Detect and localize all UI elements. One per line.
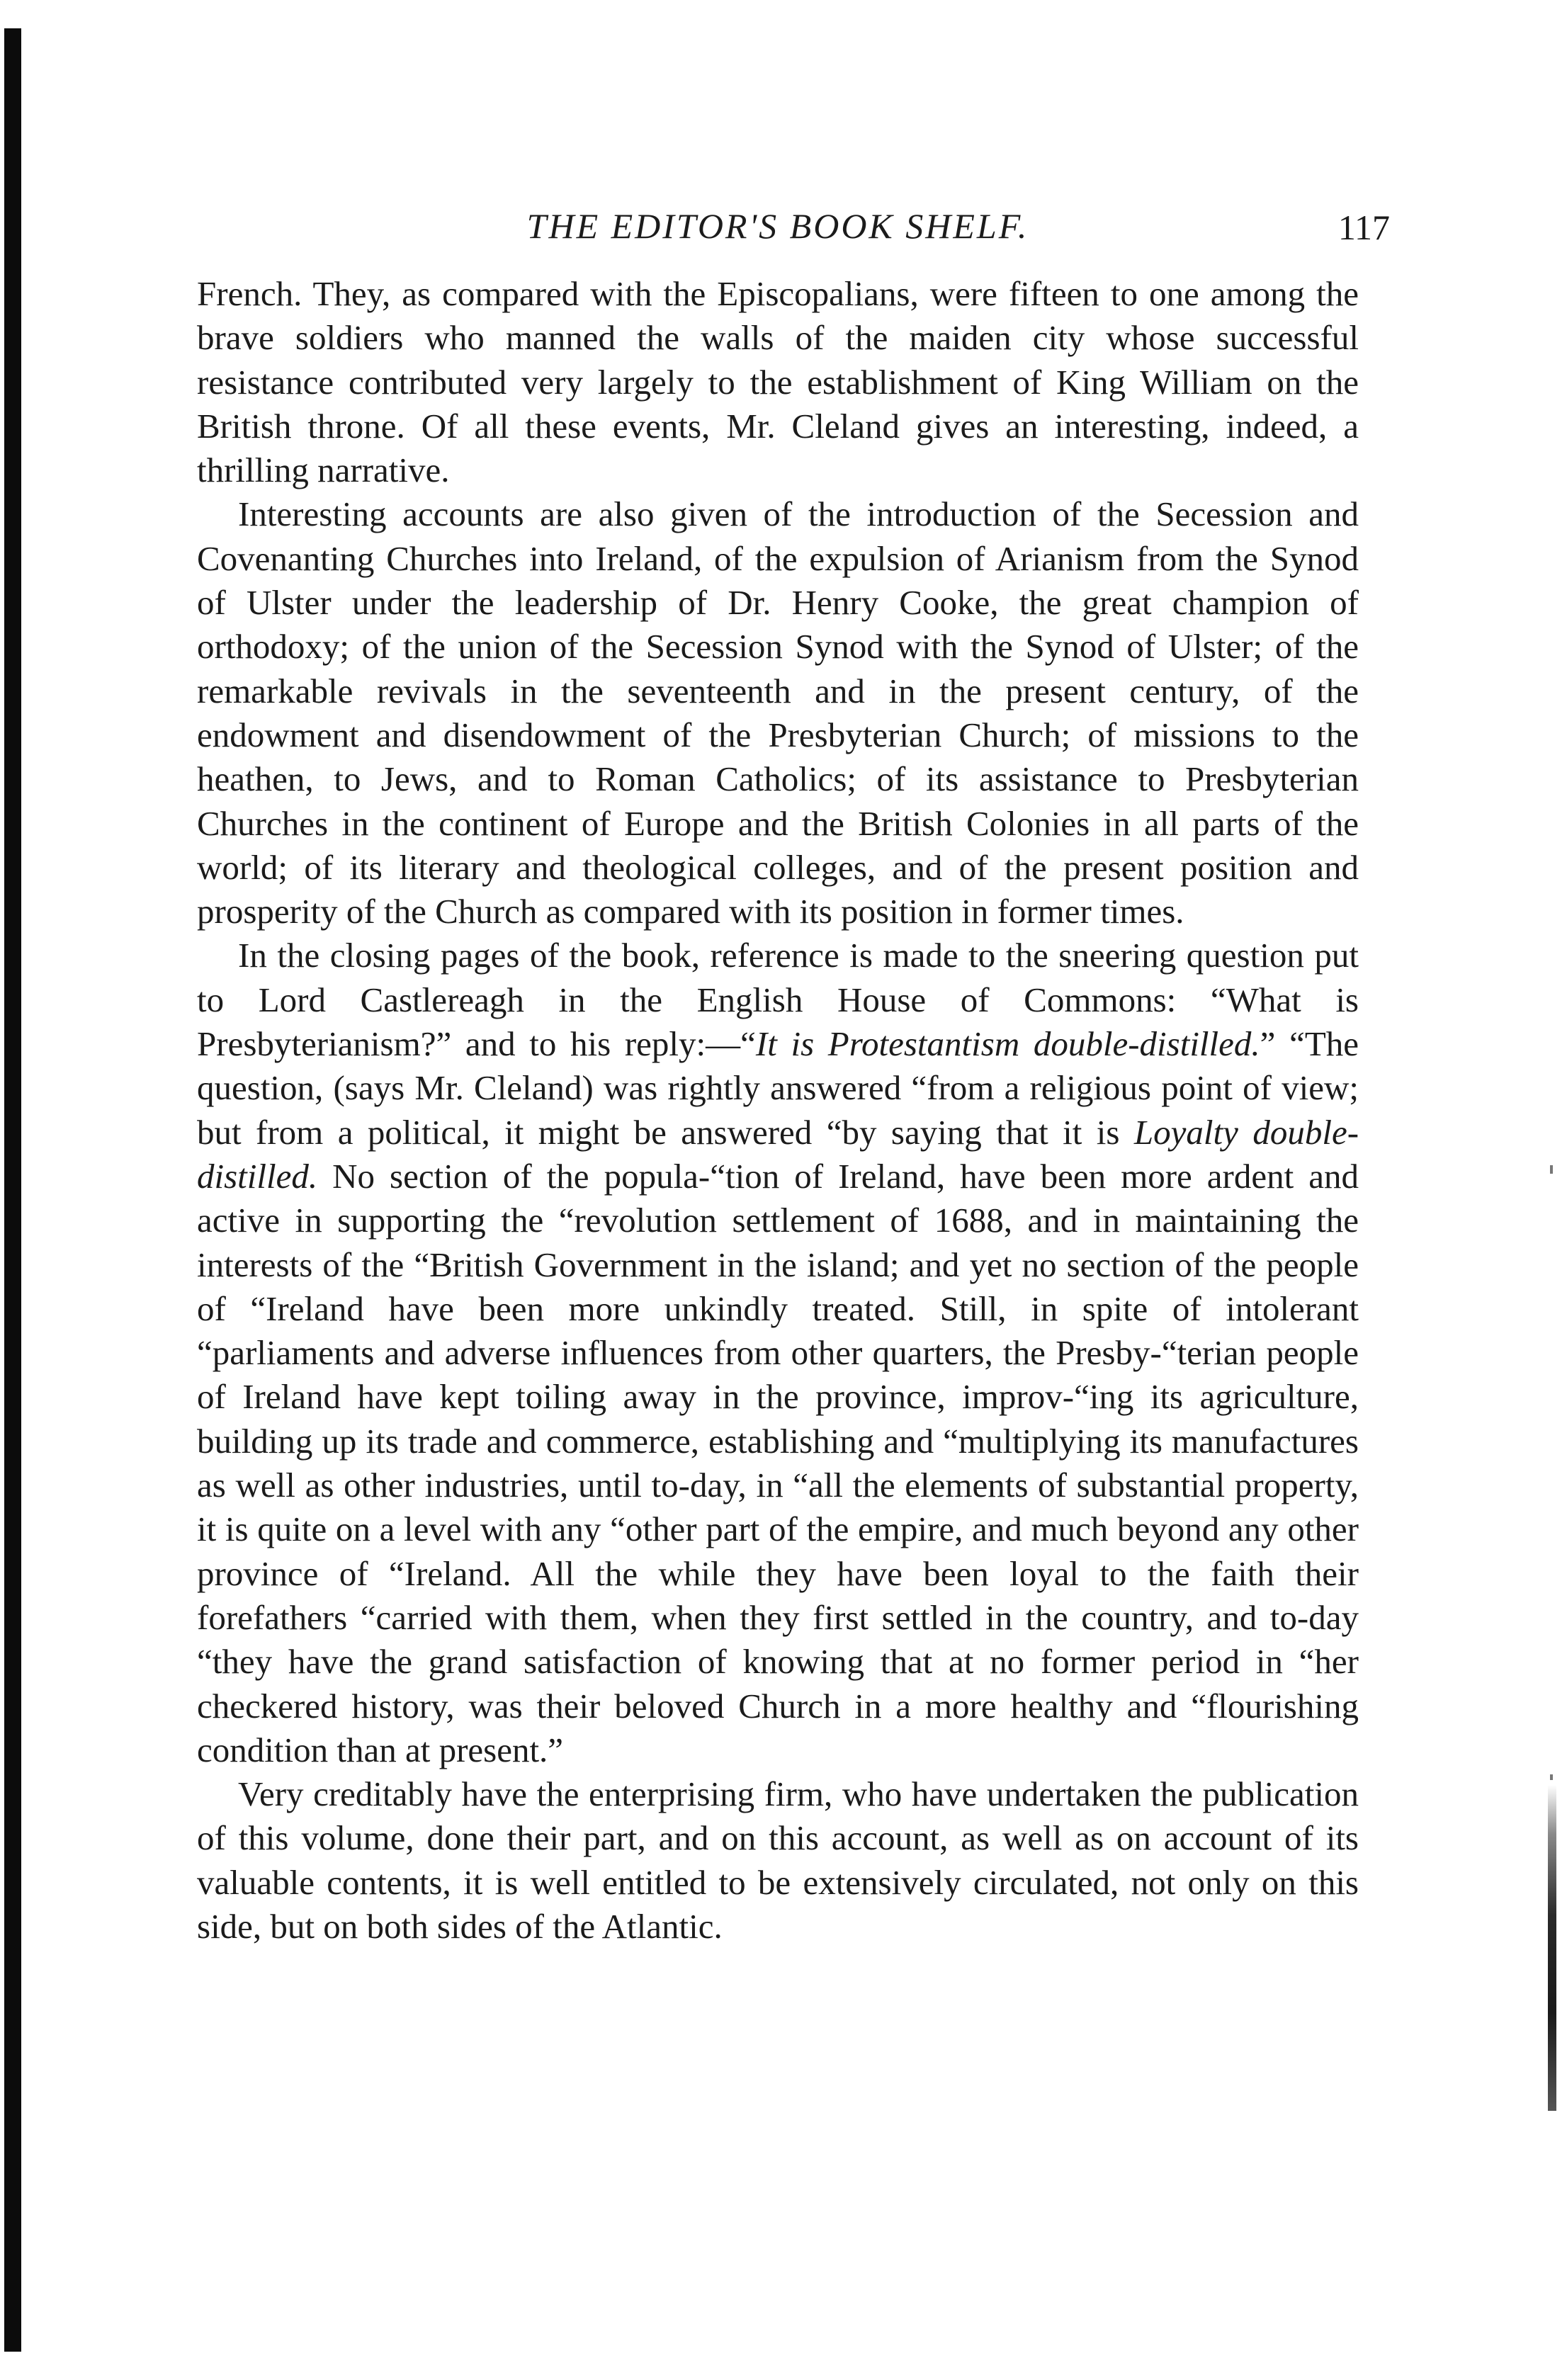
paragraph-interesting-accounts: Interesting accounts are also given of the introduction of the Secession and Covenanting Churches into Ireland, of the expulsion of Arianism from the Synod of Ulster under the leadership of Dr. Henry Cooke, the great champion of orthodoxy; of the union of the Secession Synod with the Synod of Ulster; of the remarkable revivals in the seventeenth and in the present century, of the endowment and disendowment of the Presbyterian Church; of missions to the heathen, to Jews, and to Roman Catholics; of its assistance to Presbyterian Churches in the continent of Europe and the British Colonies in all parts of the world; of its literary and theological colleges, and of the present position and prosperity of the Church as compared with its position in former times. — [197, 494, 1359, 931]
running-title: THE EDITOR'S BOOK SHELF. — [526, 206, 1029, 246]
scan-speck — [1550, 1165, 1553, 1174]
paragraph-closing-pages — [197, 934, 1359, 1772]
body-text — [197, 272, 1359, 1949]
running-head — [197, 205, 1390, 251]
paragraph-very-creditably: Very creditably have the enterprising firm, who have undertaken the publication of this volume, done their part, and on this account, as well as on account of its valuable contents, it is well entitled to be extensively circulated, not only on this side, but on both sides of the Atlantic. — [197, 1774, 1359, 1946]
closing-pages-quotation: No section of the popula-“tion of Ireland, have been more ardent and active in supporting the “revolution settlement of 1688, and in maintaining the interests of the “British Government in the island; and yet no section of the people of “Ireland have been more unkindly treated. Still, in spite of intolerant “parliaments and adverse influences from other quarters, the Presby-“terian people of Ireland have kept toiling away in the province, improv-“ing its agriculture, building up its trade and commerce, establishing and “multiplying its manufactures as well as other industries, until to-day, in “all the elements of substantial property, it is quite on a level with any “other part of the empire, and much beyond any other province of “Ireland. All the while they have been loyal to the faith their forefathers “carried with them, when they first settled in the country, and to-day “they have the grand satisfaction of knowing that at no former period in “her checkered history, was their beloved Church in a more healthy and “flourishing condition than at present.” — [197, 1156, 1359, 1769]
quote-loyalty: Loyalty double-distilled. — [197, 1112, 1359, 1196]
paragraph-french-continuation: French. They, as compared with the Episcopalians, were fifteen to one among the brave soldiers who manned the walls of the maiden city whose successful resistance contributed very largely to the establishment of King William on the British throne. Of all these events, Mr. Cleland gives an interesting, indeed, a thrilling narrative. — [197, 274, 1359, 490]
book-page — [197, 205, 1390, 1949]
scan-speck — [1550, 1774, 1553, 1780]
closing-pages-middle: ” “The question, (says Mr. Cleland) was rightly answered “from a religious point of view; but from a political, it might be answered “by saying that it is — [197, 1024, 1359, 1152]
scan-edge-right — [1548, 1785, 1556, 2111]
scan-edge-left — [4, 28, 21, 2352]
quote-protestantism: It is Protestantism double-distilled. — [755, 1024, 1260, 1064]
closing-pages-lead: In the closing pages of the book, reference is made to the sneering question put to Lord Castlereagh in the English House of Commons: “What is Presbyterianism?” and to his reply:—“ — [197, 936, 1359, 1064]
page-number: 117 — [1337, 208, 1390, 247]
